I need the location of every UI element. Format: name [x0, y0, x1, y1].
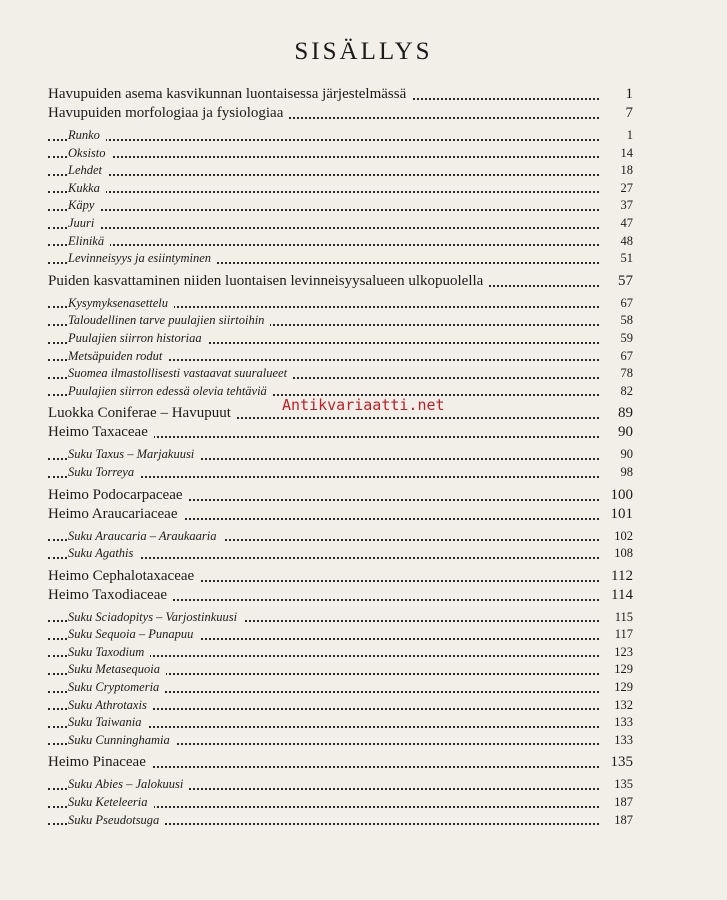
toc-page-number: 1: [621, 128, 633, 143]
toc-page-number: 133: [608, 733, 633, 748]
toc-entry-title: Puulajien siirron historiaa: [68, 331, 208, 345]
watermark-text: Antikvariaatti.net: [282, 396, 445, 414]
toc-page-number: 82: [615, 384, 634, 399]
leader-dots: [48, 209, 599, 211]
toc-chapter-row: [48, 487, 633, 506]
toc-page-number: 27: [615, 181, 634, 196]
page-title: SISÄLLYS: [294, 38, 433, 65]
toc-page-number: 133: [608, 715, 633, 730]
toc-page-number: 98: [615, 465, 634, 480]
toc-entry-title: Suku Agathis: [68, 546, 139, 560]
toc-section-row: [48, 296, 633, 314]
toc-section-row: [48, 146, 633, 164]
toc-page-number: 51: [615, 251, 634, 266]
toc-section-row: [48, 610, 633, 628]
table-of-contents: [48, 86, 633, 830]
toc-section-row: [48, 216, 633, 234]
toc-entry-title: Suku Pseudotsuga: [68, 813, 165, 827]
toc-entry-title: Heimo Araucariaceae: [48, 506, 184, 522]
toc-section-row: [48, 234, 633, 252]
toc-page-number: 18: [615, 163, 634, 178]
toc-section-row: [48, 198, 633, 216]
leader-dots: [48, 244, 599, 246]
toc-chapter-row: [48, 273, 633, 292]
toc-section-row: [48, 331, 633, 349]
toc-entry-title: Suku Taxodium: [68, 645, 150, 659]
toc-section-row: [48, 627, 633, 645]
toc-section-row: [48, 813, 633, 831]
toc-entry-title: Suku Araucaria – Araukaaria: [68, 529, 223, 543]
toc-chapter-row: [48, 424, 633, 443]
toc-entry-title: Suku Cunninghamia: [68, 733, 176, 747]
toc-section-row: [48, 645, 633, 663]
toc-entry-title: Puulajien siirron edessä olevia tehtäviä: [68, 384, 273, 398]
toc-entry-title: Havupuiden asema kasvikunnan luontaisessa järjestelmässä: [48, 86, 412, 102]
toc-entry-title: Puiden kasvattaminen niiden luontaisen levinneisyysalueen ulkopuolella: [48, 273, 489, 289]
toc-page-number: 129: [608, 680, 633, 695]
toc-section-row: [48, 698, 633, 716]
toc-page-number: 114: [605, 587, 633, 604]
leader-dots: [48, 139, 599, 141]
toc-page-number: 89: [612, 405, 633, 422]
toc-section-row: [48, 465, 633, 483]
toc-section-row: [48, 447, 633, 465]
toc-page-number: 100: [605, 487, 634, 504]
toc-section-row: [48, 181, 633, 199]
toc-page-number: 57: [612, 273, 633, 290]
toc-page-number: 129: [608, 662, 633, 677]
toc-entry-title: Heimo Taxaceae: [48, 424, 154, 440]
toc-section-row: [48, 777, 633, 795]
leader-dots: [48, 156, 599, 158]
toc-page-number: 67: [615, 349, 634, 364]
toc-entry-title: Suku Abies – Jalokuusi: [68, 777, 189, 791]
toc-section-row: [48, 680, 633, 698]
toc-entry-title: Suku Keteleeria: [68, 795, 154, 809]
toc-page-number: 108: [608, 546, 633, 561]
toc-page-number: 102: [608, 529, 633, 544]
toc-entry-title: Havupuiden morfologiaa ja fysiologiaa: [48, 105, 289, 121]
toc-entry-title: Suomea ilmastollisesti vastaavat suuralueet: [68, 366, 293, 380]
toc-chapter-row: [48, 568, 633, 587]
toc-entry-title: Suku Sciadopitys – Varjostinkuusi: [68, 610, 243, 624]
toc-chapter-row: [48, 105, 633, 124]
toc-page-number: 67: [615, 296, 634, 311]
toc-page-number: 135: [608, 777, 633, 792]
toc-entry-title: Runko: [68, 128, 106, 142]
toc-entry-title: Suku Sequoia – Punapuu: [68, 627, 199, 641]
toc-section-row: [48, 733, 633, 751]
toc-section-row: [48, 546, 633, 564]
toc-entry-title: Suku Metasequoia: [68, 662, 166, 676]
toc-page-number: 1: [620, 86, 634, 103]
toc-page-number: 101: [605, 506, 634, 523]
toc-entry-title: Luokka Coniferae – Havupuut: [48, 405, 237, 421]
toc-section-row: [48, 251, 633, 269]
toc-entry-title: Suku Torreya: [68, 465, 140, 479]
toc-page-number: 187: [608, 795, 633, 810]
toc-section-row: [48, 349, 633, 367]
toc-entry-title: Heimo Cephalotaxaceae: [48, 568, 200, 584]
toc-page-number: 132: [608, 698, 633, 713]
toc-entry-title: Heimo Pinaceae: [48, 754, 152, 770]
toc-page-number: 117: [609, 627, 633, 642]
toc-page-number: 48: [615, 234, 634, 249]
toc-entry-title: Suku Taxus – Marjakuusi: [68, 447, 200, 461]
toc-page-number: 37: [615, 198, 634, 213]
toc-entry-title: Suku Athrotaxis: [68, 698, 153, 712]
toc-entry-title: Elinikä: [68, 234, 110, 248]
toc-page-number: 123: [608, 645, 633, 660]
toc-section-row: [48, 795, 633, 813]
toc-entry-title: Lehdet: [68, 163, 108, 177]
toc-section-row: [48, 529, 633, 547]
toc-section-row: [48, 715, 633, 733]
toc-chapter-row: [48, 587, 633, 606]
toc-page-number: 14: [615, 146, 634, 161]
toc-page-number: 90: [615, 447, 634, 462]
leader-dots: [48, 227, 599, 229]
toc-entry-title: Suku Taiwania: [68, 715, 148, 729]
toc-chapter-row: [48, 754, 633, 773]
toc-entry-title: Heimo Podocarpaceae: [48, 487, 189, 503]
toc-page-number: 47: [615, 216, 634, 231]
toc-entry-title: Kysymyksenasettelu: [68, 296, 174, 310]
toc-entry-title: Taloudellinen tarve puulajien siirtoihin: [68, 313, 270, 327]
toc-page-number: 115: [609, 610, 633, 625]
toc-page-number: 135: [605, 754, 634, 771]
leader-dots: [48, 191, 599, 193]
toc-entry-title: Levinneisyys ja esiintyminen: [68, 251, 217, 265]
toc-page-number: 187: [608, 813, 633, 828]
toc-page-number: 59: [615, 331, 634, 346]
toc-chapter-row: [48, 506, 633, 525]
toc-section-row: [48, 662, 633, 680]
toc-section-row: [48, 313, 633, 331]
toc-page-number: 7: [620, 105, 634, 122]
toc-entry-title: Käpy: [68, 198, 100, 212]
toc-chapter-row: [48, 86, 633, 105]
toc-entry-title: Juuri: [68, 216, 100, 230]
toc-entry-title: Suku Cryptomeria: [68, 680, 165, 694]
toc-entry-title: Heimo Taxodiaceae: [48, 587, 173, 603]
toc-page-number: 90: [612, 424, 633, 441]
leader-dots: [48, 174, 599, 176]
toc-page-number: 58: [615, 313, 634, 328]
toc-section-row: [48, 366, 633, 384]
toc-section-row: [48, 163, 633, 181]
toc-entry-title: Metsäpuiden rodut: [68, 349, 168, 363]
toc-section-row: [48, 128, 633, 146]
toc-entry-title: Kukka: [68, 181, 106, 195]
toc-page-number: 112: [605, 568, 633, 585]
toc-page-number: 78: [615, 366, 634, 381]
toc-entry-title: Oksisto: [68, 146, 112, 160]
